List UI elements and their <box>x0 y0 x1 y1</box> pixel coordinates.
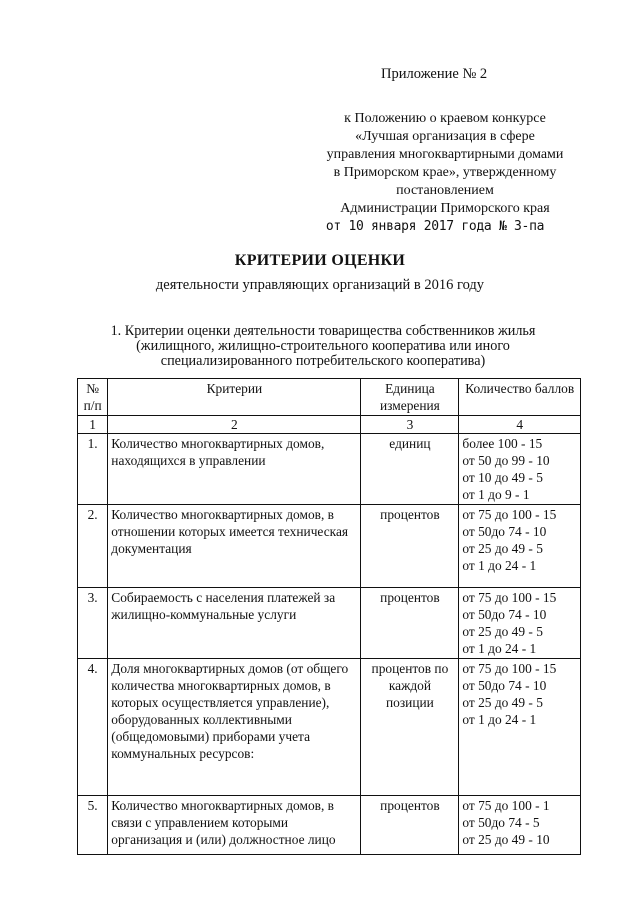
column-index-row <box>78 416 581 434</box>
row-unit: процентов <box>361 505 459 588</box>
score-line: от 25 до 49 - 10 <box>462 832 550 847</box>
table-row <box>78 796 581 855</box>
row-criteria: Количество многоквартирных домов, в связи с управлением которыми организация и (или) должностное лицо <box>108 796 361 855</box>
row-scores <box>459 434 581 505</box>
approval-line: «Лучшая организация в сфере <box>355 129 535 144</box>
table-row <box>78 505 581 588</box>
score-line: от 25 до 49 - 5 <box>462 624 543 639</box>
row-scores <box>459 659 581 796</box>
table-row <box>78 659 581 796</box>
score-line: более 100 - 15 <box>462 436 543 451</box>
row-scores <box>459 796 581 855</box>
row-num: 5. <box>78 796 108 855</box>
header-criteria: Критерии <box>108 379 361 416</box>
score-line: от 75 до 100 - 15 <box>462 661 557 676</box>
score-line: от 50до 74 - 10 <box>462 524 547 539</box>
row-num: 3. <box>78 588 108 659</box>
row-num: 4. <box>78 659 108 796</box>
table-header-row <box>78 379 581 416</box>
row-criteria: Количество многоквартирных домов, в отношении которых имеется техническая документация <box>108 505 361 588</box>
row-unit: процентов <box>361 796 459 855</box>
score-line: от 1 до 24 - 1 <box>462 641 537 656</box>
score-line: от 1 до 24 - 1 <box>462 712 537 727</box>
row-unit: процентов <box>361 588 459 659</box>
header-unit: Единица измерения <box>361 379 459 416</box>
section-title-line: специализированного потребительского кооператива) <box>160 353 486 369</box>
section-title-line: (жилищного, жилищно-строительного кооператива или иного <box>136 338 510 354</box>
row-scores <box>459 588 581 659</box>
approval-line: постановлением <box>396 183 494 198</box>
row-scores <box>459 505 581 588</box>
document-title: КРИТЕРИИ ОЦЕНКИ <box>234 252 406 269</box>
column-index: 2 <box>108 416 361 434</box>
score-line: от 50до 74 - 10 <box>462 607 547 622</box>
score-line: от 1 до 24 - 1 <box>462 558 537 573</box>
score-line: от 25 до 49 - 5 <box>462 695 543 710</box>
decree-stamp: от 10 января 2017 года № 3-па <box>325 219 545 234</box>
document-subtitle: деятельности управляющих организаций в 2016 году <box>155 277 485 293</box>
section-title <box>88 324 558 369</box>
row-num: 1. <box>78 434 108 505</box>
column-index: 3 <box>361 416 459 434</box>
score-line: от 75 до 100 - 15 <box>462 590 557 605</box>
score-line: от 10 до 49 - 5 <box>462 470 543 485</box>
score-line: от 50до 74 - 10 <box>462 678 547 693</box>
column-index: 1 <box>78 416 108 434</box>
column-index: 4 <box>459 416 581 434</box>
table-row <box>78 434 581 505</box>
score-line: от 75 до 100 - 1 <box>462 798 550 813</box>
approval-line: к Положению о краевом конкурсе <box>344 111 546 126</box>
score-line: от 1 до 9 - 1 <box>462 487 530 502</box>
row-criteria: Количество многоквартирных домов, находящихся в управлении <box>108 434 361 505</box>
approval-line: Администрации Приморского края <box>340 201 550 216</box>
table-row <box>78 588 581 659</box>
score-line: от 50до 74 - 5 <box>462 815 540 830</box>
row-unit: единиц <box>361 434 459 505</box>
header-num: № п/п <box>78 379 108 416</box>
approval-line: управления многоквартирными домами <box>326 147 564 162</box>
approval-block <box>300 110 590 218</box>
score-line: от 50 до 99 - 10 <box>462 453 550 468</box>
section-title-line: 1. Критерии оценки деятельности товарищества собственников жилья <box>110 323 536 339</box>
row-criteria: Доля многоквартирных домов (от общего количества многоквартирных домов, в которых осуществляется управление), оборудованных коллективными (общедомовыми) приборами учета коммунальных ресурсов: <box>108 659 361 796</box>
score-line: от 25 до 49 - 5 <box>462 541 543 556</box>
row-num: 2. <box>78 505 108 588</box>
row-unit: процентов по каждой позиции <box>361 659 459 796</box>
criteria-table <box>77 378 581 855</box>
header-score: Количество баллов <box>459 379 581 416</box>
approval-line: в Приморском крае», утвержденному <box>333 165 557 180</box>
score-line: от 75 до 100 - 15 <box>462 507 557 522</box>
row-criteria: Собираемость с населения платежей за жилищно-коммунальные услуги <box>108 588 361 659</box>
appendix-title: Приложение № 2 <box>381 66 488 82</box>
